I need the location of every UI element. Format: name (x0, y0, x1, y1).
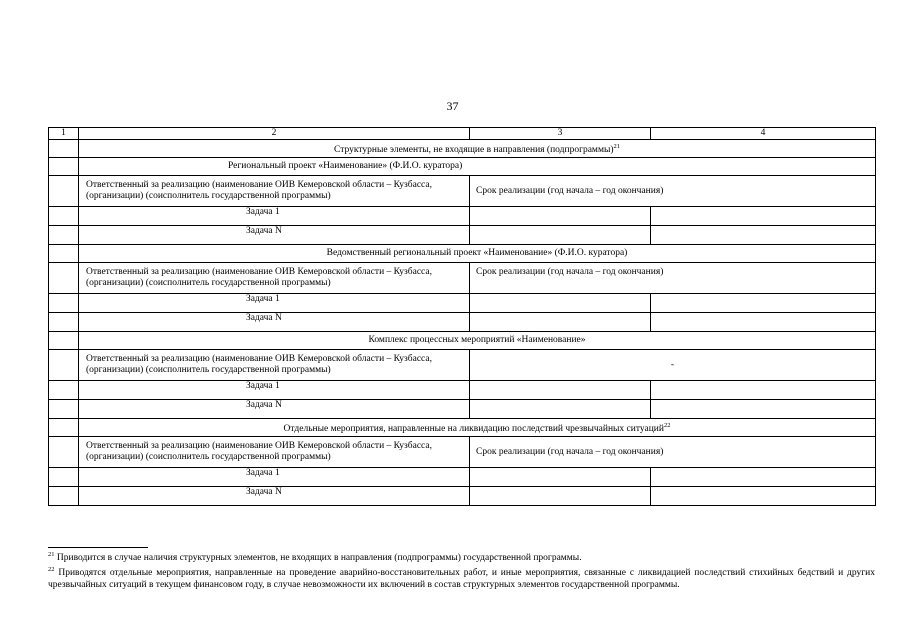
responsible-row (49, 263, 876, 294)
page-number: 37 (446, 99, 459, 113)
task-name: Задача 1 (79, 294, 470, 313)
task-row (49, 294, 876, 313)
column-header: 1 (49, 128, 79, 140)
task-row (49, 381, 876, 400)
task-row (49, 468, 876, 487)
task-row (49, 400, 876, 419)
footnote-number: 21 (48, 551, 55, 558)
task-name: Задача 1 (79, 468, 470, 487)
implementation-term: - (470, 350, 876, 381)
footnote-ref: 22 (663, 421, 671, 429)
footnotes (48, 549, 875, 591)
task-name: Задача N (79, 313, 470, 332)
footnote-number: 22 (48, 566, 55, 574)
task-name: Задача N (79, 400, 470, 419)
implementation-term: Срок реализации (год начала – год окончания) (470, 263, 876, 294)
task-row (49, 226, 876, 245)
responsible-row (49, 350, 876, 381)
footnote: $^{22}$ Приводятся отдельные мероприятия, направленные на проведение аварийно-восстановительных работ, и иные мероприятия, связанные с ликвидацией последствий стихийных бедствий и других чрезвычайных ситуаций в текущем финансовом году, в случае невозможности их включений в состав структурных элементов государственной программы. (48, 566, 875, 591)
task-name: Задача N (79, 226, 470, 245)
section-title-row (49, 332, 876, 350)
responsible-text: Ответственный за реализацию (наименование ОИВ Кемеровской области – Кузбасса, (организации) (соисполнитель государственной программы) (79, 437, 470, 468)
section-title-row (49, 245, 876, 263)
project-title: Региональный проект «Наименование» (Ф.И.О. куратора) (79, 158, 876, 176)
section-title: Структурные элементы, не входящие в направления (подпрограммы)$^{21}$ (79, 140, 876, 158)
program-structure-table (48, 127, 876, 506)
section-title-row (49, 419, 876, 437)
column-header: 4 (651, 128, 876, 140)
column-header: 2 (79, 128, 470, 140)
responsible-row (49, 437, 876, 468)
responsible-text: Ответственный за реализацию (наименование ОИВ Кемеровской области – Кузбасса, (организации) (соисполнитель государственной программы) (79, 350, 470, 381)
task-row (49, 313, 876, 332)
footnote: $^{21}$ Приводится в случае наличия структурных элементов, не входящих в направления (подпрограммы) государственной программы. (48, 551, 582, 564)
project-title-row (49, 158, 876, 176)
responsible-row (49, 176, 876, 207)
responsible-text: Ответственный за реализацию (наименование ОИВ Кемеровской области – Кузбасса, (организации) (соисполнитель государственной программы) (79, 263, 470, 294)
column-number-row (49, 128, 876, 140)
task-row (49, 207, 876, 226)
section-title-row (49, 140, 876, 158)
task-name: Задача 1 (79, 207, 470, 226)
section-title: Отдельные мероприятия, направленные на ликвидацию последствий чрезвычайных ситуаций$^{22}$ (79, 419, 876, 437)
footnote-ref: 21 (613, 142, 620, 150)
section-title: Комплекс процессных мероприятий «Наименование» (79, 332, 876, 350)
implementation-term: Срок реализации (год начала – год окончания) (470, 437, 876, 468)
column-header: 3 (470, 128, 651, 140)
implementation-term: Срок реализации (год начала – год окончания) (470, 176, 876, 207)
task-name: Задача 1 (79, 381, 470, 400)
footnote-separator (48, 547, 148, 548)
task-row (49, 487, 876, 506)
responsible-text: Ответственный за реализацию (наименование ОИВ Кемеровской области – Кузбасса, (организации) (соисполнитель государственной программы) (79, 176, 470, 207)
section-title: Ведомственный региональный проект «Наименование» (Ф.И.О. куратора) (79, 245, 876, 263)
task-name: Задача N (79, 487, 470, 506)
